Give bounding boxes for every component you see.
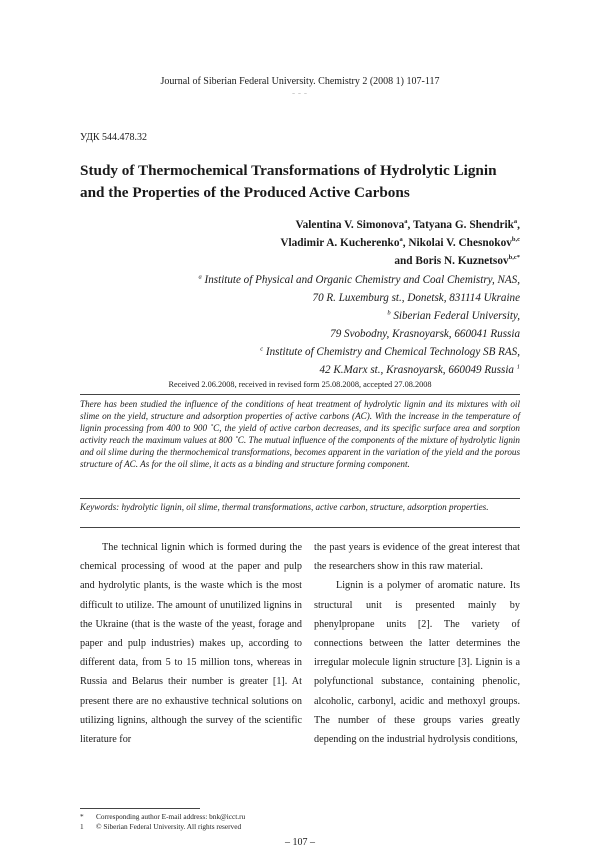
author-affil-mark: b,c* [508, 254, 520, 262]
author-affil-mark: b,c [511, 236, 520, 244]
affiliation-line [199, 307, 520, 325]
author-sep: , [517, 219, 520, 231]
footnote-mark: 1 [80, 822, 84, 831]
affil-mark: a [198, 273, 202, 281]
footnote-mark: 1 [516, 363, 520, 371]
affiliation-line [199, 325, 520, 343]
title-line: and the Properties of the Produced Active Carbons [80, 184, 410, 201]
journal-header: Journal of Siberian Federal University. Chemistry 2 (2008 1) 107-117 [160, 76, 440, 87]
affil-text: Institute of Chemistry and Chemical Technology SB RAS, [263, 346, 520, 358]
author-name: and Boris N. Kuznetsov [394, 255, 509, 267]
paper-title [80, 160, 520, 204]
affiliation-line [199, 361, 520, 379]
author-affil-mark: a [513, 218, 518, 226]
body-column-left [80, 538, 302, 749]
footnote-text: © Siberian Federal University. All rights reserved [96, 822, 242, 831]
udk-code: УДК 544.478.32 [80, 132, 148, 143]
author-name: Tatyana G. Shendrik [412, 219, 514, 231]
affiliation-list [199, 271, 520, 379]
author-name: Nikolai V. Chesnokov [408, 237, 512, 249]
page-number: – 107 – [285, 837, 315, 848]
affiliation-line [199, 289, 520, 307]
author-list [280, 216, 520, 270]
footnote [80, 822, 241, 832]
footnote-text: Corresponding author E-mail address: bnk@icct.ru [96, 812, 246, 821]
affil-text: 70 R. Luxemburg st., Donetsk, 831114 Ukraine [312, 292, 520, 304]
affil-text: Institute of Physical and Organic Chemistry and Coal Chemistry, NAS, [201, 274, 520, 286]
keywords-bottom-rule [80, 527, 520, 528]
title-line: Study of Thermochemical Transformations of Hydrolytic Lignin [80, 162, 497, 179]
header-ornament: ~ ~ ~ [292, 92, 308, 97]
abstract: There has been studied the influence of the conditions of heat treatment of hydrolytic lignin and its mixtures with oil slime on the yield, structure and adsorption properties of active carbons (AC). With the increase in the temperature of lignin processing from 400 to 900 ˚С, the yield of active carbon decreases, and its specific surface area and sorption activity reach the maximum values at 800 ˚С. The mutual influence of the components of the mixture of hydrolytic lignin and oil slime during the thermochemical transformations, becomes apparent in the variation of the yield and the porous structure of AC. As for the oil slime, it acts as a binding and structure forming component. [80, 399, 520, 469]
author-name: Vladimir A. Kucherenko [280, 237, 400, 249]
author-line [280, 216, 520, 234]
author-sep: , [402, 237, 409, 249]
affil-text: 79 Svobodny, Krasnoyarsk, 660041 Russia [330, 328, 520, 340]
received-dates: Received 2.06.2008, received in revised form 25.08.2008, accepted 27.08.2008 [168, 380, 432, 389]
affil-mark: c [260, 345, 264, 353]
abstract-divider [80, 498, 520, 499]
footnote-rule [80, 808, 200, 809]
author-affil-mark: a [399, 236, 403, 244]
footnote-mark: * [80, 812, 84, 821]
author-affil-mark: a [404, 218, 408, 226]
author-line [280, 252, 520, 270]
body-paragraph: Lignin is a polymer of aromatic nature. Its structural unit is presented mainly by phenylpropane units [2]. The variety of connections between the latter determines the irregular molecule lignin structure [3]. Lignin is a polyfunctional substance, containing phenolic, alcoholic, carbonyl, acidic and methoxyl groups. The number of these groups varies greatly depending on the industrial hydrolysis conditions, [314, 580, 520, 746]
abstract-top-rule [80, 394, 520, 395]
footnote [80, 812, 245, 822]
author-name: Valentina V. Simonova [295, 219, 405, 231]
body-column-right [314, 538, 520, 749]
affiliation-line [199, 343, 520, 361]
author-sep: , [407, 219, 413, 231]
affil-text: Siberian Federal University, [390, 310, 520, 322]
affil-mark: b [387, 309, 391, 317]
affiliation-line [199, 271, 520, 289]
keywords: Keywords: hydrolytic lignin, oil slime, thermal transformations, active carbon, structure, adsorption properties. [80, 502, 489, 512]
body-paragraph: the past years is evidence of the great interest that the researchers show in this raw material. [314, 542, 520, 573]
affil-text: 42 K.Marx st., Krasnoyarsk, 660049 Russia [319, 364, 514, 376]
author-line [280, 234, 520, 252]
body-paragraph: The technical lignin which is formed during the chemical processing of wood at the paper and pulp and hydrolytic plants, is the waste which is the most difficult to utilize. The amount of unutilized lignins in the Ukraine (that is the waste of the yeast, forage and paper and pulp industries) makes up, according to different data, from 5 to 15 million tons, whereas in Russia and Belarus their number is greater [1]. At present there are no exhaustive technical solutions on utilizing lignins, although the survey of the scientific literature for [80, 542, 302, 746]
